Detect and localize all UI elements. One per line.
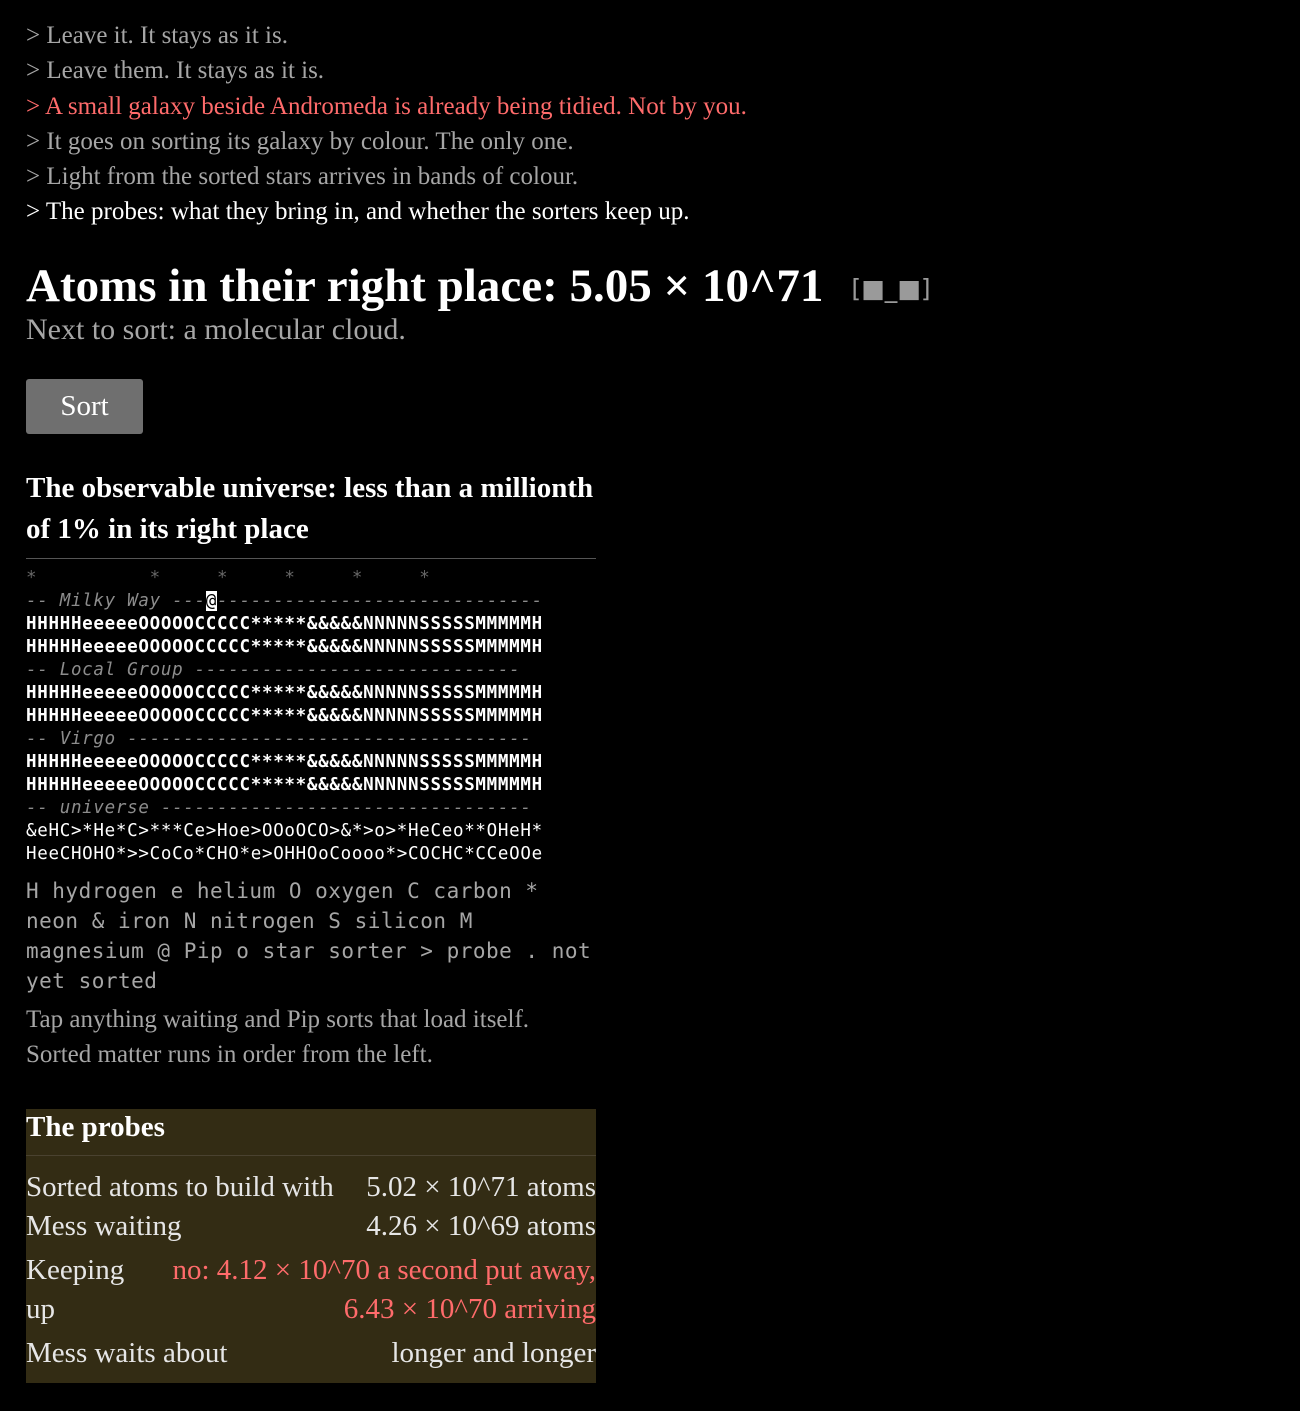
probes-panel — [26, 1109, 596, 1383]
pip-face-icon: [■_■] — [851, 273, 931, 303]
stat-value: 4.26 × 10^69 atoms — [366, 1209, 596, 1242]
sorted-row[interactable]: HHHHHeeeeeOOOOOCCCCC*****&&&&&NNNNNSSSSSMMMMMH — [26, 613, 543, 634]
log-line: > Leave them. It stays as it is. — [26, 57, 325, 85]
atom-counter — [26, 258, 1276, 314]
stat-label: Keeping up — [26, 1253, 125, 1325]
log-line: > Leave it. It stays as it is. — [26, 22, 288, 49]
region-rule: ----------------------------- — [217, 590, 543, 611]
stat-value: 5.02 × 10^71 atoms — [366, 1170, 596, 1203]
sort-button[interactable]: Sort — [26, 379, 143, 434]
stat-label: Mess waiting — [26, 1209, 182, 1242]
sorted-row[interactable]: HHHHHeeeeeOOOOOCCCCC*****&&&&&NNNNNSSSSSMMMMMH — [26, 774, 543, 795]
hint-line: Sorted matter runs in order from the left. — [26, 1040, 433, 1068]
sorted-row[interactable]: HHHHHeeeeeOOOOOCCCCC*****&&&&&NNNNNSSSSSMMMMMH — [26, 705, 543, 726]
sorted-row[interactable]: HHHHHeeeeeOOOOOCCCCC*****&&&&&NNNNNSSSSSMMMMMH — [26, 682, 543, 703]
hint-line: Tap anything waiting and Pip sorts that load itself. — [26, 1005, 530, 1033]
mess-row[interactable]: HeeCHOHO*>>CoCo*CHO*e>OHHOoCoooo*>COCHC*CCeOOe — [26, 843, 543, 864]
sorted-row[interactable]: HHHHHeeeeeOOOOOCCCCC*****&&&&&NNNNNSSSSSMMMMMH — [26, 751, 543, 772]
atom-count-heading: Atoms in their right place: 5.05 × 10^71 — [26, 259, 824, 312]
log-line-alert: > A small galaxy beside Andromeda is already being tidied. Not by you. — [26, 92, 747, 120]
log-line-current: > The probes: what they bring in, and whether the sorters keep up. — [26, 198, 690, 226]
pip-marker[interactable]: @ — [205, 590, 218, 611]
sorted-row[interactable]: HHHHHeeeeeOOOOOCCCCC*****&&&&&NNNNNSSSSSMMMMMH — [26, 636, 543, 657]
map-hint — [26, 1002, 596, 1072]
probe-stat-row — [26, 1251, 596, 1329]
stat-label: Sorted atoms to build with — [26, 1170, 334, 1203]
universe-title: The observable universe: less than a millionth of 1% in its right place — [26, 468, 596, 559]
stat-label: Mess waits about — [26, 1336, 228, 1369]
mess-row[interactable]: &eHC>*He*C>***Ce>Hoe>OOoOCO>&*>o>*HeCeo**OHeH* — [26, 820, 543, 841]
star-row: * * * * * * — [26, 567, 431, 588]
event-log — [26, 18, 1276, 230]
region-milky-way — [26, 590, 596, 613]
universe-panel — [26, 468, 596, 1383]
probe-stat-row — [26, 1168, 596, 1207]
region-local-group: -- Local Group ----------------------------- — [26, 659, 521, 680]
stat-value-alert: no: 4.12 × 10^70 a second put away, 6.43 × 10^70 arriving — [172, 1253, 596, 1325]
region-virgo: -- Virgo ------------------------------------ — [26, 728, 532, 749]
log-line: > It goes on sorting its galaxy by colour. The only one. — [26, 127, 574, 155]
game-screen — [26, 0, 1276, 1383]
stat-value: longer and longer — [391, 1336, 596, 1369]
probe-stat-row — [26, 1334, 596, 1383]
region-universe: -- universe --------------------------------- — [26, 797, 532, 818]
region-label: -- Milky Way --- — [26, 590, 206, 611]
next-to-sort: Next to sort: a molecular cloud. — [26, 312, 406, 346]
universe-map — [26, 567, 596, 866]
log-line: > Light from the sorted stars arrives in bands of colour. — [26, 163, 579, 191]
probes-title: The probes — [26, 1109, 596, 1156]
probe-stat-row — [26, 1207, 596, 1246]
map-legend: H hydrogen e helium O oxygen C carbon * neon & iron N nitrogen S silicon M magnesium @ Pip o star sorter > probe . not yet sorted — [26, 878, 592, 993]
